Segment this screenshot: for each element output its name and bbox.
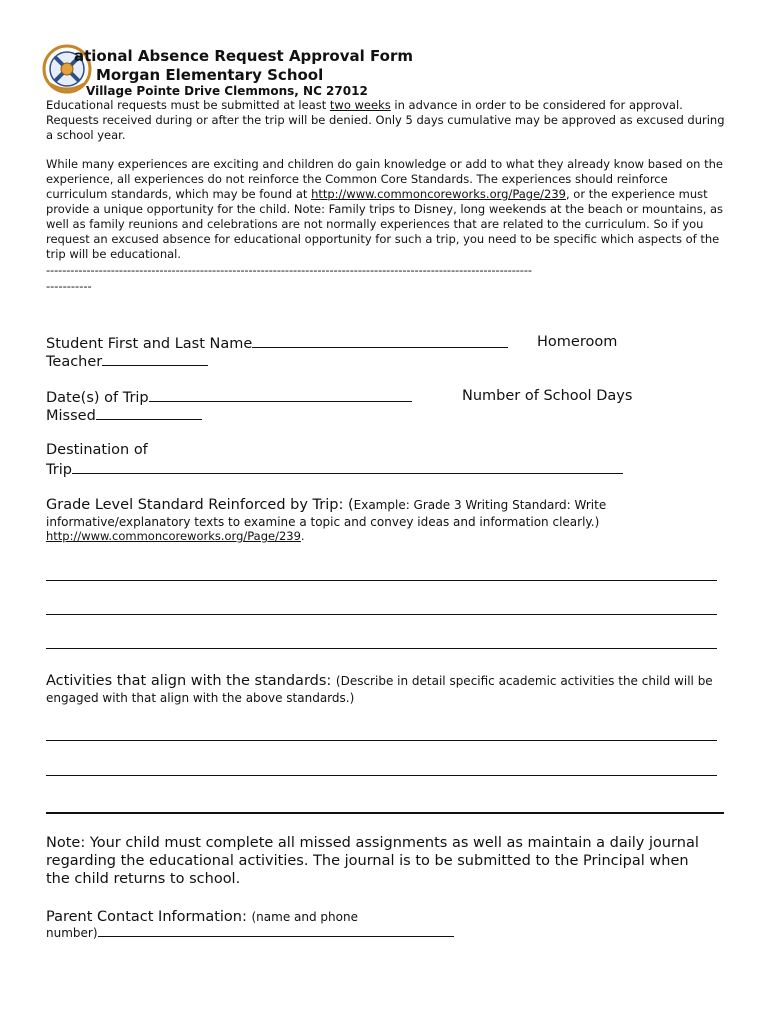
journal-note: Note: Your child must complete all missed assignments as well as maintain a daily journal regarding the educational activities. The journal is to be submitted to the Principal when the child returns to school.	[46, 835, 699, 887]
parent-contact-input[interactable]	[98, 924, 454, 937]
grade-standard-link-line: http://www.commoncoreworks.org/Page/239.	[46, 529, 305, 543]
destination-field: Trip	[46, 459, 623, 479]
student-name-field: Student First and Last Name	[46, 333, 508, 353]
parent-contact-label: Parent Contact Information:	[46, 909, 252, 925]
common-core-link-2[interactable]: http://www.commoncoreworks.org/Page/239	[46, 529, 301, 543]
grade-answer-line-1[interactable]	[46, 580, 717, 581]
grade-standard-section	[46, 496, 726, 530]
activities-instructions: (Describe in detail specific academic activities the child will be engaged with that align with the above standards.)	[46, 674, 713, 705]
student-name-input[interactable]	[252, 333, 508, 348]
parent-contact-instr-b: number)	[46, 926, 98, 940]
activities-answer-line-2[interactable]	[46, 775, 717, 776]
separator-dashes: ------------------------------------------------------------------------------------------------------------------------	[46, 263, 532, 277]
trip-dates-field: Date(s) of Trip	[46, 387, 412, 407]
homeroom-label: Homeroom	[537, 334, 618, 350]
intro-paragraph-1: Educational requests must be submitted at least two weeks in advance in order to be considered for approval. Requests received during or after the trip will be denied. Only 5 days cumulative may be approved as excused during a school year.	[46, 98, 725, 142]
grade-standard-label: Grade Level Standard Reinforced by Trip: (	[46, 497, 354, 513]
missed-days-input[interactable]	[96, 405, 202, 420]
grade-answer-line-2[interactable]	[46, 614, 717, 615]
teacher-input[interactable]	[102, 351, 208, 366]
destination-label: Destination of	[46, 442, 148, 458]
teacher-field: Teacher	[46, 351, 208, 371]
activities-answer-line-3[interactable]	[46, 812, 724, 814]
intro-paragraph-2: While many experiences are exciting and children do gain knowledge or add to what they already know based on the experience, all experiences do not reinforce the Common Core Standards. The experiences should reinforce curriculum standards, which may be found at http://www.commoncoreworks.org/Page/239, or the experience must provide a unique opportunity for the child. Note: Family trips to Disney, long weekends at the beach or mountains, as well as family reunions and celebrations are not normally experiences that are related to the curriculum. So if you request an excused absence for educational opportunity for such a trip, you need to be specific which aspects of the trip will be educational.	[46, 157, 724, 261]
form-title: ational Absence Request Approval Form	[74, 47, 413, 65]
parent-contact-instr-a: (name and phone	[251, 910, 358, 924]
parent-contact-line	[46, 924, 454, 940]
common-core-link[interactable]: http://www.commoncoreworks.org/Page/239	[311, 187, 566, 201]
parent-contact-section	[46, 906, 358, 925]
activities-section	[46, 672, 726, 706]
school-name: Morgan Elementary School	[96, 66, 324, 84]
activities-answer-line-1[interactable]	[46, 740, 717, 741]
intro-text	[46, 98, 726, 294]
destination-input[interactable]	[72, 459, 623, 474]
activities-label: Activities that align with the standards:	[46, 673, 336, 689]
school-address: Village Pointe Drive Clemmons, NC 27012	[86, 84, 368, 98]
grade-answer-line-3[interactable]	[46, 648, 717, 649]
missed-field: Missed	[46, 405, 202, 425]
num-days-label: Number of School Days	[462, 388, 633, 404]
grade-standard-example: Example: Grade 3 Writing Standard: Write informative/explanatory texts to examine a topic and convey ideas and information clearly.)	[46, 498, 607, 529]
trip-dates-input[interactable]	[149, 387, 412, 402]
separator-dashes-end: -----------	[46, 279, 92, 293]
